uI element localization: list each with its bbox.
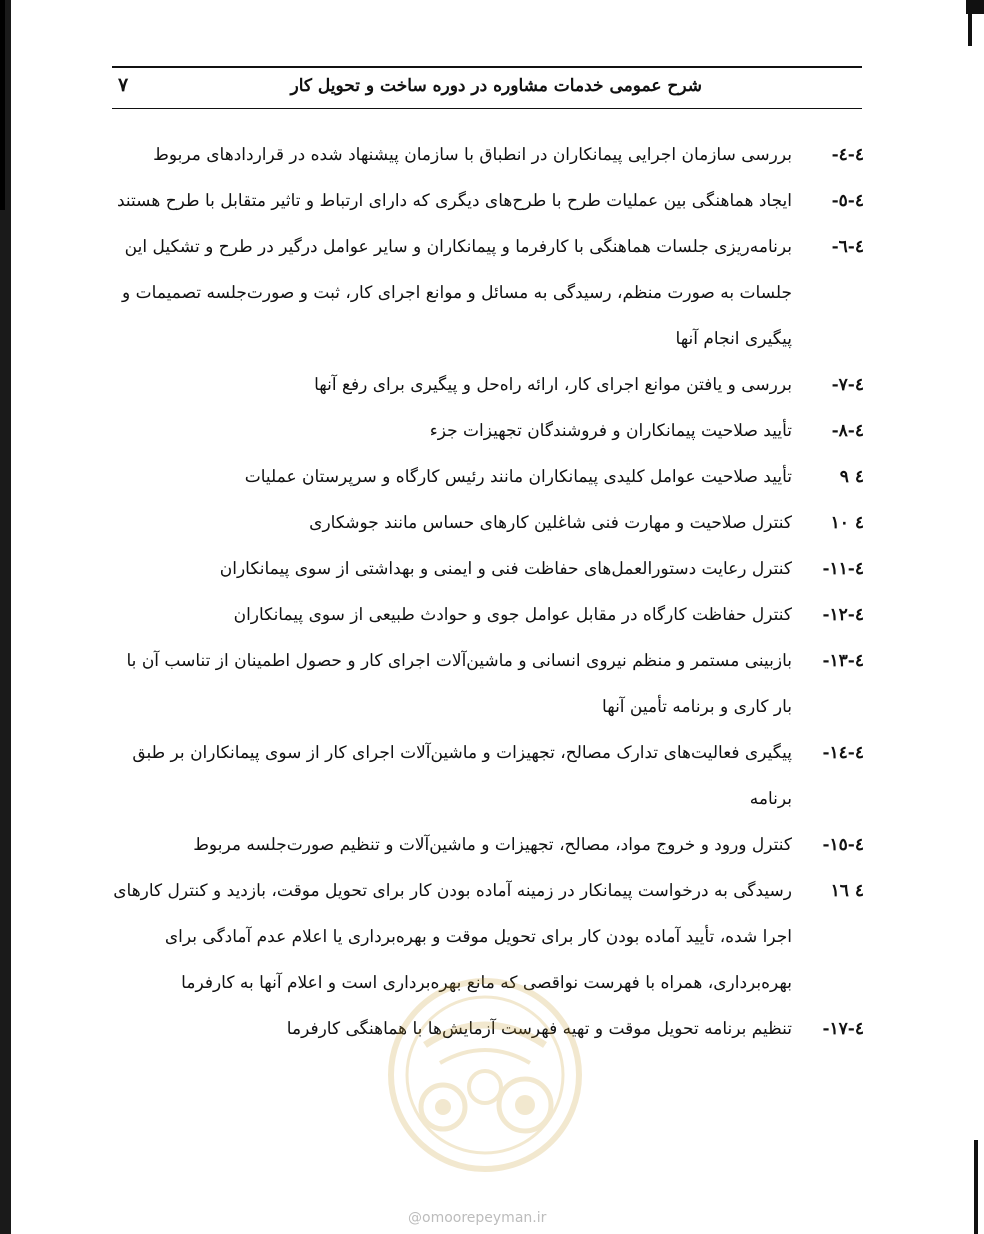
watermark-seal	[385, 975, 585, 1175]
item-text: ایجاد هماهنگی بین عملیات طرح با طرح‌های دیگری که دارای ارتباط و تاثیر متقابل با طرح هستند	[116, 191, 792, 211]
list-item	[112, 408, 864, 454]
list-item	[112, 730, 864, 822]
item-text: بازبینی مستمر و منظم نیروی انسانی و ماشین‌آلات اجرای کار و حصول اطمینان از تناسب آن با بار کاری و برنامه تأمین آنها	[126, 651, 792, 717]
scan-edge-right-bottom	[974, 1140, 978, 1234]
item-text: تأیید صلاحیت عوامل کلیدی پیمانکاران مانند رئیس کارگاه و سرپرستان عملیات	[244, 467, 792, 487]
item-number: ٤-١٧-	[822, 1019, 864, 1039]
item-number: ٤ ٩	[839, 467, 864, 487]
item-text: پیگیری فعالیت‌های تدارک مصالح، تجهیزات و ماشین‌آلات اجرای کار از سوی پیمانکاران بر طبق برنامه	[132, 743, 792, 809]
list-item	[112, 224, 864, 362]
item-text: بررسی سازمان اجرایی پیمانکاران در انطباق با سازمان پیشنهاد شده در قراردادهای مربوط	[153, 145, 792, 165]
list-item	[112, 546, 864, 592]
item-number: ٤-٤-	[831, 145, 864, 165]
item-number: ٤ ١٠	[830, 513, 864, 533]
item-number: ٤-٥-	[831, 191, 864, 211]
item-list	[112, 132, 864, 1052]
running-header	[112, 66, 862, 109]
item-number: ٤-٧-	[831, 375, 864, 395]
list-item	[112, 638, 864, 730]
running-header-title: شرح عمومی خدمات مشاوره در دوره ساخت و تحویل کار	[290, 76, 702, 96]
item-text: کنترل حفاظت کارگاه در مقابل عوامل جوی و حوادث طبیعی از سوی پیمانکاران	[233, 605, 792, 625]
scan-edge-left	[0, 0, 11, 1234]
item-text: کنترل ورود و خروج مواد، مصالح، تجهیزات و ماشین‌آلات و تنظیم صورت‌جلسه مربوط	[193, 835, 792, 855]
page-number: ۷	[118, 74, 129, 96]
list-item	[112, 500, 864, 546]
item-number: ٤-٦-	[831, 237, 864, 257]
list-item	[112, 178, 864, 224]
item-number: ٤-١٢-	[822, 605, 864, 625]
item-text: بررسی و یافتن موانع اجرای کار، ارائه راه‌حل و پیگیری برای رفع آنها	[314, 375, 792, 395]
list-item	[112, 592, 864, 638]
item-number: ٤-٨-	[831, 421, 864, 441]
footer-url: @omoorepeyman.ir	[408, 1210, 547, 1226]
list-item	[112, 362, 864, 408]
item-text: رسیدگی به درخواست پیمانکار در زمینه آماده بودن کار برای تحویل موقت، بازدید و کنترل کارهای اجرا شده، تأیید آماده بودن کار برای تحویل موقت و بهره‌برداری یا اعلام عدم آمادگی برای بهره‌برداری، همراه با فهرست نواقصی که مانع بهره‌برداری است و اعلام آنها به کارفرما	[113, 881, 792, 993]
item-text: کنترل رعایت دستورالعمل‌های حفاظت فنی و ایمنی و بهداشتی از سوی پیمانکاران	[219, 559, 792, 579]
scan-edge-notch	[0, 0, 5, 210]
item-number: ٤-١٥-	[822, 835, 864, 855]
item-text: تأیید صلاحیت پیمانکاران و فروشندگان تجهیزات جزء	[429, 421, 792, 441]
list-item	[112, 822, 864, 868]
item-text: کنترل صلاحیت و مهارت فنی شاغلین کارهای حساس مانند جوشکاری	[309, 513, 792, 533]
item-text: تنظیم برنامه تحویل موقت و تهیه فهرست آزمایش‌ها با هماهنگی کارفرما	[286, 1019, 792, 1039]
list-item	[112, 132, 864, 178]
item-text: برنامه‌ریزی جلسات هماهنگی با کارفرما و پیمانکاران و سایر عوامل درگیر در طرح و تشکیل این جلسات به صورت منظم، رسیدگی به مسائل و موانع اجرای کار، ثبت و صورت‌جلسه تصمیمات و پیگیری انجام آنها	[122, 237, 792, 349]
item-number: ٤-١٤-	[822, 743, 864, 763]
item-number: ٤-١٣-	[822, 651, 864, 671]
item-number: ٤ ١٦	[830, 881, 864, 901]
item-number: ٤-١١-	[822, 559, 864, 579]
scan-edge-right-mark	[968, 0, 972, 46]
list-item	[112, 454, 864, 500]
